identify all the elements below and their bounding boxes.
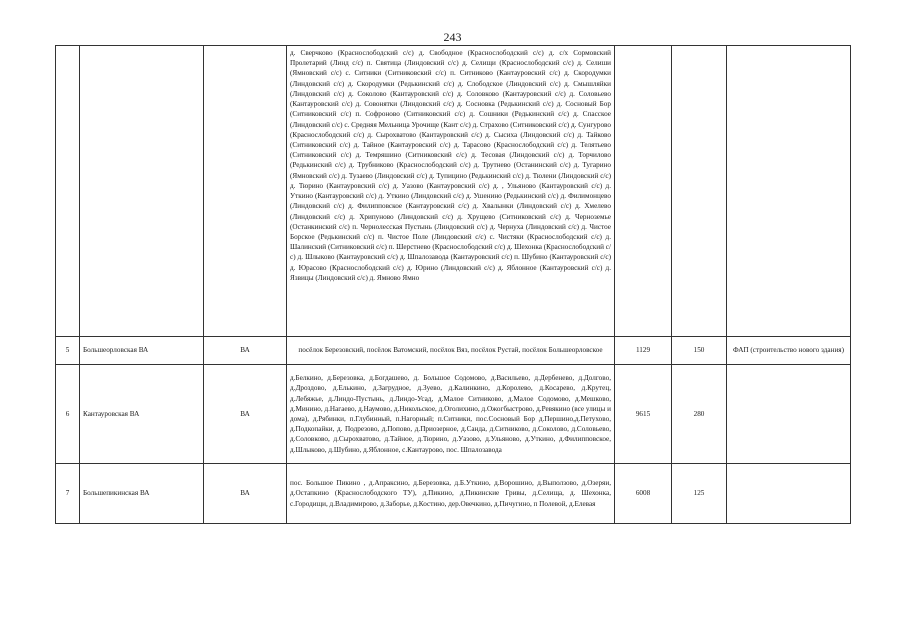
administration-type-cell: ВА xyxy=(204,365,287,464)
settlements-list-cell: д. Сверчково (Краснослободский с/с) д. Свободное (Краснослободский с/с) д. с/х Сормовский Пролетарий (Линд с/с) п. Святица (Линдовский с/с) д. Селищи (Краснослободский с/с) д. Селиши (Ямновский с/с) с. Ситники (Ситниковский с/с) п. Ситниково (Кантауровский с/с) д. Скородумки (Линдовский с/с) д. Скородумки (Редькинский с/с) д. Слободское (Линдовский с/с) д. Смышляйки (Линдовский с/с) д. Соколово (Кантауровский с/с) д. Соловково (Кантауровский с/с) д. Соловьево (Кантауровский с/с) д. Совонятки (Линдовский с/с) д. Сосновка (Редькинский с/с) д. Сосновый Бор (Ситниковский с/с) п. Софроново (Ситниковский с/с) д. Сошники (Редькинский с/с) д. Спасское (Линдовский с/с) с. Средняя Мельница Урочище (Кант с/с) д. Страхово (Ситниковский с/с) д. Сунгурово (Краснослободский с/с) д. Сырохватово (Кантауровский с/с) д. Сысиха (Линдовский с/с) д. Тайково (Ситниковский с/с) д. Тайное (Кантауровский с/с) д. Тарасово (Краснослободский с/с) д. Телятьево (Ситниковский с/с) д. Темряшино (Ситниковский с/с) д. Тесовая (Линдовский с/с) д. Торчилово (Редькинский с/с) д. Трубниково (Краснослободский с/с) д. Трутнево (Останинский с/с) д. Тугарино (Ямновский с/с) д. Тузаево (Линдовский с/с) д. Тупицино (Редькинский с/с) д. Тюлени (Линдовский с/с) д. Тюрино (Кантауровский с/с) д. Уазово (Кантауровский с/с) д. , Ульяново (Кантауровский с/с) д. Уткино (Кантауровский с/с) д. Уткино (Линдовский с/с) д. Ушенино (Редькинский с/с) д. Филимонцево (Линдовский с/с) д. Филипповское (Кантауровский с/с) д. Хвалынки (Линдовский с/с) д. Хмелево (Линдовский с/с) д. Хрипуново (Линдовский с/с) д. Хрущево (Ситниковский с/с) д. Черноземье (Останкинский с/с) п. Чернолесская Пустынь (Линдовский с/с) д. Чернуха (Линдовский с/с) д. Чистое Борское (Редькинский с/с) п. Чистое Поле (Линдовский с/с) с. Чистяки (Краснослободский с/с) д. Шалинский (Ситниковский с/с) п. Шерстнево (Краснослободский с/с) д. Шехонка (Краснослободский с/с) д. Шлыково (Кантауровский с/с) д. Шпалозавода (Кантауровский с/с) п. Шубино (Кантауровский с/с) д. Юрасово (Краснослободский с/с) д. Юрино (Линдовский с/с) д. Яблонное (Кантауровский с/с) д. Язвицы (Линдовский с/с) д. Ямново Ямно xyxy=(287,46,615,337)
administration-name-cell xyxy=(80,46,204,337)
note-cell xyxy=(727,365,851,464)
row-number-cell: 5 xyxy=(56,337,80,365)
count-cell: 150 xyxy=(672,337,727,365)
note-cell: ФАП (строительство нового здания) xyxy=(727,337,851,365)
count-cell: 280 xyxy=(672,365,727,464)
population-cell: 1129 xyxy=(615,337,672,365)
administration-name-cell: Кантауровская ВА xyxy=(80,365,204,464)
population-cell: 9615 xyxy=(615,365,672,464)
count-cell xyxy=(672,46,727,337)
settlements-list-cell: д.Белкино, д.Березовка, д.Богдашево, д. Большое Содомово, д.Васильево, д.Дербенево, д.Долгово, д.Дроздово, д.Елькино, д.Загрудное, д.Зуево, д.Калинкино, д.Королево, д.Косарево, д.Крутец, д.Лебяжье, д.Линдо-Пустынь, д.Линдо-Усад, д.Малое Ситниково, д.Малое Содомово, д.Мешково, д.Минино, д.Нагаево, д.Наумово, д.Никольское, д.Оголихино, д.Ожогбыстрово, д.Ревякино (все улицы и дома), д.Рябинки, п.Глубинный, п.Нагорный; п.Ситники, пос.Сосновый Бор д.Першино,д.Петухово, д.Подкопайки, д. Подрезово, д.Попово, д.Приозерное, д.Санда, д.Ситниково, д.Соколово, д.Соловьево, д.Соловково, д.Сырохватово, д.Тайное, д.Тюрино, д.Уазово, д.Ульяново, д.Уткино, д.Филипповское, д.Шлыково, д.Шубино, д.Яблонное, с.Кантаурово, пос. Шпалозавода xyxy=(287,365,615,464)
settlements-list-cell: посёлок Березовский, посёлок Ватомский, посёлок Вяз, посёлок Рустай, посёлок Большеорловское xyxy=(287,337,615,365)
population-cell xyxy=(615,46,672,337)
population-cell: 6008 xyxy=(615,464,672,524)
table-row xyxy=(56,464,851,524)
row-number-cell: 6 xyxy=(56,365,80,464)
administration-name-cell: Большеорловская ВА xyxy=(80,337,204,365)
table-row xyxy=(56,337,851,365)
administration-type-cell: ВА xyxy=(204,337,287,365)
administration-type-cell xyxy=(204,46,287,337)
count-cell: 125 xyxy=(672,464,727,524)
administration-name-cell: Большепикинская ВА xyxy=(80,464,204,524)
note-cell xyxy=(727,46,851,337)
row-number-cell: 7 xyxy=(56,464,80,524)
table-row xyxy=(56,46,851,337)
page-number: 243 xyxy=(443,30,462,44)
settlements-list-cell: пос. Большое Пикино , д.Апраксино, д.Березовка, д.Б.Уткино, д.Ворошино, д.Выползово, д.Озеряи, д.Остапкино (Краснослободского ТУ), д.Пикино, д.Пикинские Гривы, д.Селища, д. Шехонка, с.Городищи, д.Владимирово, д.Заборье, д.Костино, дер.Овечкино, д.Пичугино, п Полевой, д.Елевая xyxy=(287,464,615,524)
table-row xyxy=(56,365,851,464)
note-cell xyxy=(727,464,851,524)
row-number-cell xyxy=(56,46,80,337)
administration-type-cell: ВА xyxy=(204,464,287,524)
settlements-table xyxy=(55,45,851,524)
